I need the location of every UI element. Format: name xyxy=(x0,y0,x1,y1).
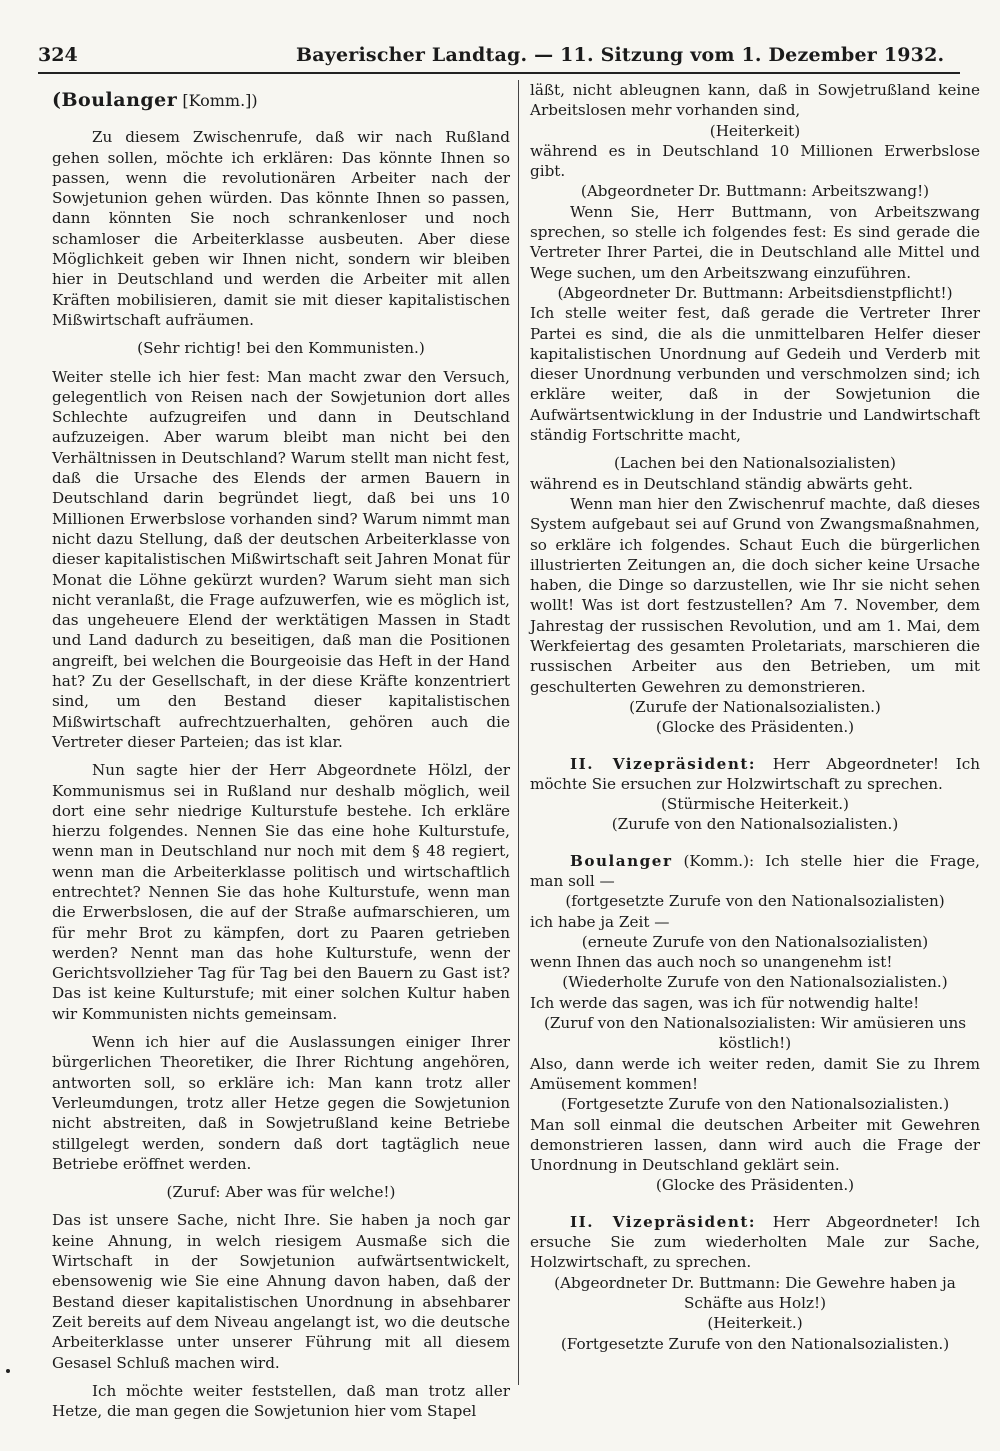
interjection: (Glocke des Präsidenten.) xyxy=(655,718,855,737)
paragraph: Ich möchte weiter feststellen, daß man trotz aller Hetze, die man gegen die Sowjetunion hier vom Stapel xyxy=(52,1381,510,1421)
paragraph: Weiter stelle ich hier fest: Man macht zwar den Versuch, gelegentlich von Reisen nach der Sowjetunion dort alles Schlechte aufzugreifen und dann in Deutschland aufzuzeigen. Aber warum bleibt man nicht bei den Verhältnissen in Deutschland? Warum stellt man nicht fest, daß die Ursache des Elends der armen Bauern in Deutschland darin begründet liegt, daß bei uns 10 Millionen Erwerbslose vorhanden sind? Warum nimmt man nicht dazu Stellung, daß der deutschen Arbeiterklasse von dieser kapitalistischen Mißwirtschaft seit Jahren Monat für Monat die Löhne gekürzt wurden? Warum sieht man sich nicht veranlaßt, die Frage aufzuwerfen, wie es möglich ist, das ungeheuere Elend der werktätigen Massen in Stadt und Land dadurch zu beseitigen, daß man die Positionen angreift, bei welchen die Bourgeoisie das Heft in der Hand hat? Zu der Gesellschaft, in der diese Kräfte konzentriert sind, um den Bestand dieser kapitalistischen Mißwirtschaft aufrechtzuerhalten, gehören auch die Vertreter dieser Parteien; das ist klar. xyxy=(52,367,510,751)
paragraph: wenn Ihnen das auch noch so unangenehm ist! xyxy=(530,953,893,972)
interjection: (Heiterkeit.) xyxy=(707,1314,803,1333)
interjection: (Lachen bei den Nationalsozialisten) xyxy=(614,454,896,473)
paragraph: Man soll einmal die deutschen Arbeiter mit Gewehren demonstrieren lassen, dann wird auch die Frage der Unordnung in Deutschland geklärt sein. xyxy=(530,1115,980,1175)
column-divider xyxy=(518,80,519,1385)
interjection: (Sehr richtig! bei den Kommunisten.) xyxy=(137,339,425,358)
paragraph: Zu diesem Zwischenrufe, daß wir nach Rußland gehen sollen, möchte ich erklären: Das könnte Ihnen so passen, wenn die revolutionären Arbeiter nach der Sowjetunion gehen würden. Das könnte Ihnen so passen, dann könnten Sie noch schrankenloser und noch schamloser die Arbeiterklasse ausbeuten. Aber diese Möglichkeit geben wir Ihnen nicht, sondern wir bleiben hier in Deutschland und werden die Arbeiter mit allen Kräften mobilisieren, damit sie mit dieser kapitalistischen Mißwirtschaft aufräumen. xyxy=(52,128,510,329)
paragraph: Also, dann werde ich weiter reden, damit Sie zu Ihrem Amüsement kommen! xyxy=(530,1054,980,1093)
interjection: (Zurufe von den Nationalsozialisten.) xyxy=(611,815,899,834)
interjection: (Zurufe der Nationalsozialisten.) xyxy=(629,697,881,716)
left-column xyxy=(52,80,510,1421)
page-header xyxy=(38,40,960,68)
interjection: (Wiederholte Zurufe von den Nationalsozialisten.) xyxy=(562,973,948,992)
page-number: 324 xyxy=(38,44,78,66)
speaker-name: Boulanger xyxy=(570,851,673,870)
paragraph: Wenn Sie, Herr Buttmann, von Arbeitszwang sprechen, so stelle ich folgendes fest: Es sind gerade die Vertreter Ihrer Partei, die in Deutschland alle Mittel und Wege suchen, um den Arbeitszwang einzuführen. xyxy=(530,202,980,282)
paragraph: während es in Deutschland ständig abwärts geht. xyxy=(530,474,913,493)
speech: II. Vizepräsident: Herr Abgeordneter! Ich ersuche Sie zum wiederholten Male zur Sache, Holzwirtschaft, zu sprechen. xyxy=(530,1212,980,1272)
interjection: (Glocke des Präsidenten.) xyxy=(655,1176,855,1195)
interjection: (Heiterkeit) xyxy=(709,121,801,140)
speech: Boulanger (Komm.): Ich stelle hier die Frage, man soll — xyxy=(530,851,980,890)
paragraph: läßt, nicht ableugnen kann, daß in Sowjetrußland keine Arbeitslosen mehr vorhanden sind, xyxy=(530,81,980,120)
interjection: (Abgeordneter Dr. Buttmann: Die Gewehre haben ja Schäfte aus Holz!) xyxy=(554,1273,956,1312)
paragraph: Ich werde das sagen, was ich für notwendig halte! xyxy=(530,993,920,1012)
interjection: (Abgeordneter Dr. Buttmann: Arbeitszwang!) xyxy=(580,182,930,201)
interjection: (erneute Zurufe von den Nationalsozialisten) xyxy=(581,932,929,951)
paragraph: Nun sagte hier der Herr Abgeordnete Hölzl, der Kommunismus sei in Rußland nur deshalb möglich, weil dort eine sehr niedrige Kulturstufe bestehe. Ich erkläre hierzu folgendes. Nennen Sie das eine hohe Kulturstufe, wenn man in Deutschland nur noch mit dem § 48 regiert, wenn man die Arbeiterklasse politisch und wirtschaftlich entrechtet? Nennen Sie das hohe Kulturstufe, wenn man die Erwerbslosen, die auf der Straße aufmarschieren, um für mehr Brot zu kämpfen, dort zu Paaren getrieben werden? Nennt man das hohe Kulturstufe, wenn der Gerichtsvollzieher Tag für Tag bei den Bauern zu Gast ist? Das ist keine Kulturstufe; mit einer solchen Kultur haben wir Kommunisten nichts gemeinsam. xyxy=(52,761,510,1023)
interjection: (Zuruf von den Nationalsozialisten: Wir amüsieren uns köstlich!) xyxy=(543,1014,967,1053)
speaker-name: II. Vizepräsident: xyxy=(570,754,756,773)
paragraph: Wenn man hier den Zwischenruf machte, daß dieses System aufgebaut sei auf Grund von Zwangsmaßnahmen, so erkläre ich folgendes. Schaut Euch die bürgerlichen illustrierten Zeitungen an, die doch sicher keine Ursache haben, die Dinge so darzustellen, wie Ihr sie nicht sehen wollt! Was ist dort festzustellen? Am 7. November, dem Jahrestag der russischen Revolution, und am 1. Mai, dem Werkfeiertag des gesamten Proletariats, marschieren die russischen Arbeiter aus den Betrieben, um mit geschulterten Gewehren zu demonstrieren. xyxy=(530,494,980,696)
header-rule xyxy=(38,72,960,74)
speech: II. Vizepräsident: Herr Abgeordneter! Ich möchte Sie ersuchen zur Holzwirtschaft zu sprechen. xyxy=(530,754,980,793)
interjection: (Fortgesetzte Zurufe von den Nationalsozialisten.) xyxy=(560,1334,950,1353)
paragraph: Das ist unsere Sache, nicht Ihre. Sie haben ja noch gar keine Ahnung, in welch riesigem Ausmaße sich die Wirtschaft in der Sowjetunion aufwärtsentwickelt, ebensowenig wie Sie eine Ahnung davon haben, daß der Bestand dieser kapitalistischen Unordnung in absehbarer Zeit bereits auf dem Niveau angelangt ist, wo die deutsche Arbeiterklasse unter unserer Führung mit all diesem Gesasel Schluß machen wird. xyxy=(52,1211,510,1372)
interjection: (fortgesetzte Zurufe von den Nationalsozialisten) xyxy=(565,892,945,911)
interjection: (Abgeordneter Dr. Buttmann: Arbeitsdienstpflicht!) xyxy=(557,283,953,302)
interjection: (Fortgesetzte Zurufe von den Nationalsozialisten.) xyxy=(560,1095,950,1114)
paragraph: ich habe ja Zeit — xyxy=(530,912,670,931)
speaker-name: II. Vizepräsident: xyxy=(570,1212,756,1231)
margin-dot xyxy=(6,1369,10,1373)
paragraph: Ich stelle weiter fest, daß gerade die Vertreter Ihrer Partei es sind, die als die unmittelbaren Helfer dieser kapitalistischen Unordnung auf Gedeih und Verderb mit dieser Unordnung verbunden und verschmolzen sind; ich erkläre weiter, daß in der Sowjetunion die Aufwärtsentwicklung in der Industrie und Landwirtschaft ständig Fortschritte macht, xyxy=(530,304,980,445)
speaker-heading: (Boulanger [Komm.]) xyxy=(52,89,258,111)
paragraph: Wenn ich hier auf die Auslassungen einiger Ihrer bürgerlichen Theoretiker, die Ihrer Richtung angehören, antworten soll, so erkläre ich: Man kann trotz aller Verleumdungen, trotz aller Hetze gegen die Sowjetunion nicht abstreiten, daß in Sowjetrußland keine Betriebe stillgelegt werden, sondern daß dort tagtäglich neue Betriebe eröffnet werden. xyxy=(52,1033,510,1173)
right-column xyxy=(530,80,980,1354)
interjection: (Zuruf: Aber was für welche!) xyxy=(166,1183,396,1202)
interjection: (Stürmische Heiterkeit.) xyxy=(661,795,849,814)
running-title: Bayerischer Landtag. — 11. Sitzung vom 1. Dezember 1932. xyxy=(296,44,945,66)
paragraph: während es in Deutschland 10 Millionen Erwerbslose gibt. xyxy=(530,141,980,181)
